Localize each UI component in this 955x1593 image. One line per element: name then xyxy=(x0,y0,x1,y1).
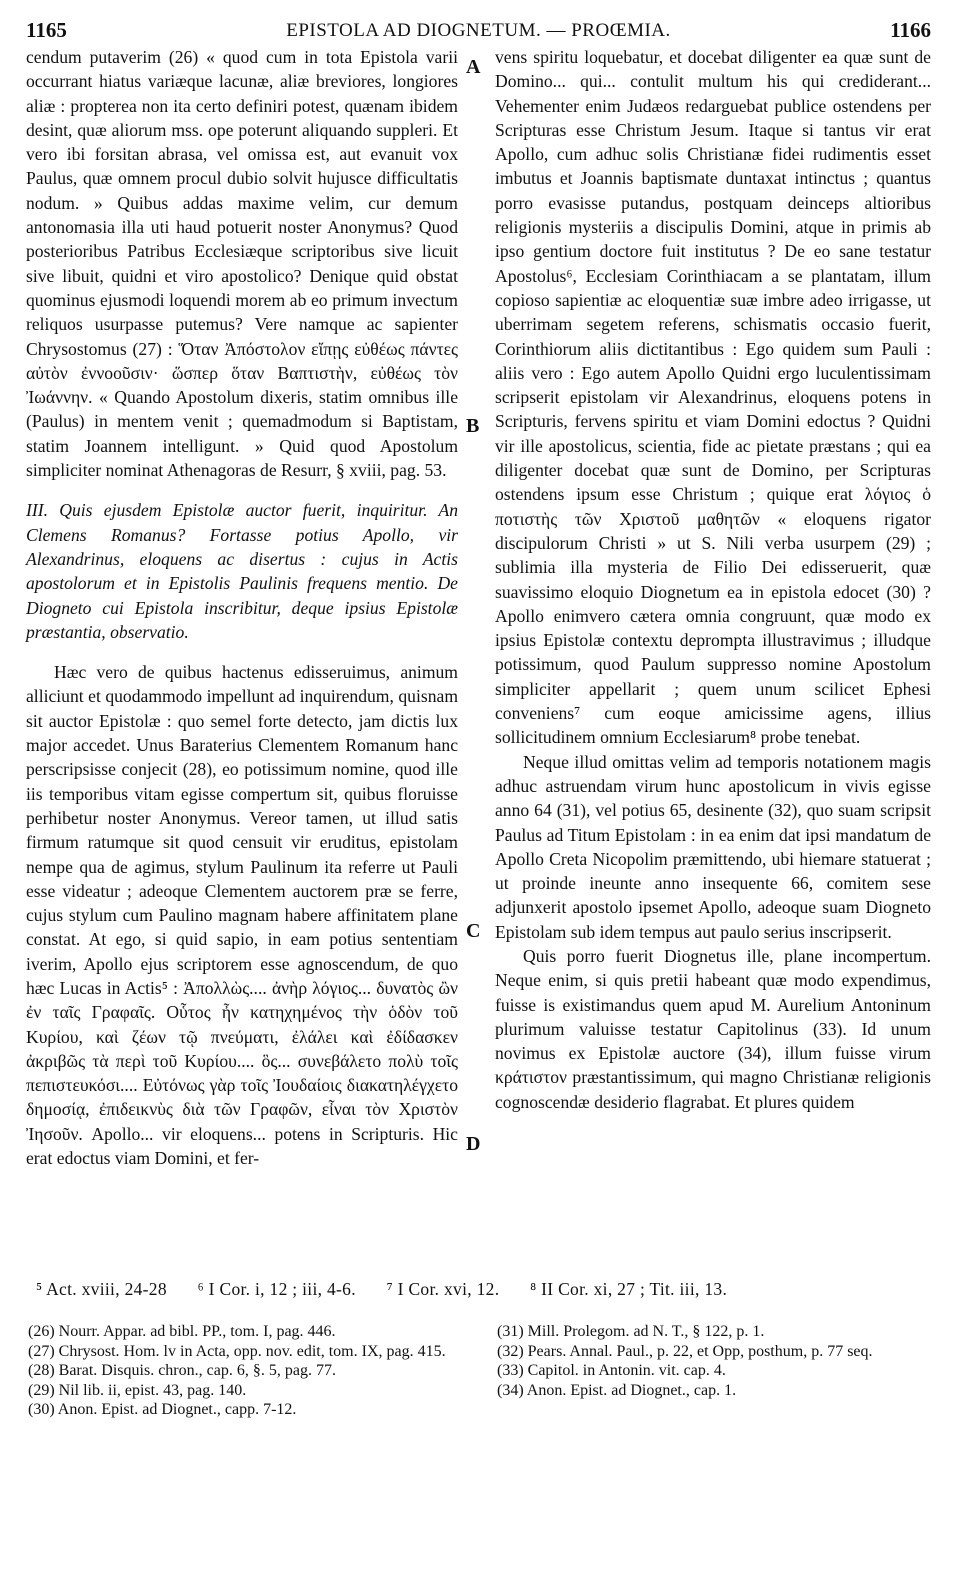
biblical-ref: ⁸ II Cor. xi, 27 ; Tit. iii, 13. xyxy=(530,1279,728,1299)
right-paragraph-1: vens spiritu loquebatur, et docebat diligenter ea quæ sunt de Domino... qui... contulit multum his qui crediderant... Vehementer enim Judæos redarguebat publice ostendens per Scripturas esse Christum Jesum. Itaque si tantus vir erat Apollo, cum adhuc solis Christianæ fidei rudimentis esset imbutus et Joannis baptismate duntaxat intinctus ; quantus porro evasisse putandus, postquam deinceps altioribus religionis mysteriis a discipulis Domini, atque in primis ab ipso gentium doctore fuit institutus ? De eo sane testatur Apostolus⁶, Ecclesiam Corinthiacam a se plantatam, illum copioso sapientiæ ac eloquentiæ suæ imbre adeo irrigasse, ut uberrimam segetem referens, schismatis occasio fuerit, Corinthiorum aliis dictitantibus : Ego quidem sum Pauli : aliis vero : Ego autem Apollo Quidni ergo luculentissimam scripserit epistolam vir Alexandrinus, eloquens potens in Scripturis, fervens spiritu et viam Domini edoctus ? Quidni vir ille apostolicus, scientia, fide ac pietate præstans ; qui ea diligenter docebat quæ sunt de Domino, per Scripturas ostendens ipsum esse Christum ; quique erat λόγιος ὁ ποτιστὴς τῶν Χριστοῦ μαθητῶν « eloquens rigator discipulorum Christi » ut S. Nili verba usurpem (29) ; sublimia illa mysteria de Filio Dei edisseruerit, quæ suavissimo eloquio Diognetum ea in epistola edocet (30) ? Apollo enimvero cætera omnia congruunt, quæ modo ex ipsius Epistolæ contextu deprompta illustravimus ; illudque potissimum, quod Paulum suppresso nomine Apostolum simpliciter appellarit ; quem unum scilicet Ephesi conveniens⁷ cum eoque amicissime agens, illius sollicitudinem omnium Ecclesiarum⁸ probe tenebat. xyxy=(495,47,931,748)
footnote: (31) Mill. Prolegom. ad N. T., § 122, p. 1. xyxy=(497,1323,765,1340)
footnotes-right xyxy=(497,1322,927,1400)
footnote: (27) Chrysost. Hom. lv in Acta, opp. nov. edit, tom. IX, pag. 415. xyxy=(28,1342,446,1360)
left-paragraph-1: cendum putaverim (26) « quod cum in tota Epistola varii occurrant hiatus variæque lacunæ, aliæ breviores, longiores aliæ : propterea non ita certo definiri potest, quænam ibidem desint, quæ aliorum mss. ope poterunt aliquando suppleri. Et vero ibi forsitan abrasa, vel omissa est, aut evanuit vox Paulus, quæ omnem procul dubio solvit hujusce difficultatis nodum. » Quibus addas maxime velim, cur demum antonomasia illa uti haud potuerit noster Anonymus? Quod posterioribus Patribus Ecclesiæque scriptoribus sive licuit sive libuit, quidni et viro apostolico? Denique quid obstat quominus ejusmodi loquendi morem ab eo primum invectum reliquos usurpasse putemus? Vere namque ac sapienter Chrysostomus (27) : Ὅταν Ἀπόστολον εἴπῃς εὐθέως πάντες αὐτὸν ἐννοοῦσιν· ὥσπερ ὅταν Βαπτιστὴν, εὐθέως τὸν Ἰωάννην. « Quando Apostolum dixeris, statim omnibus ille (Paulus) in mentem venit ; quemadmodum si Baptistam, statim Joannem intelligunt. » Quid quod Apostolum simpliciter nominat Athenagoras de Resurr, § xviii, pag. 53. xyxy=(26,47,458,481)
running-title: EPISTOLA AD DIOGNETUM. — PROŒMIA. xyxy=(286,20,671,41)
footnote: (28) Barat. Disquis. chron., cap. 6, §. 5, pag. 77. xyxy=(28,1362,336,1379)
right-column xyxy=(495,45,931,1114)
footnote: (30) Anon. Epist. ad Diognet., capp. 7-12. xyxy=(28,1401,297,1418)
left-paragraph-2: Hæc vero de quibus hactenus edisseruimus, animum alliciunt et quodammodo impellunt ad inquirendum, quisnam sit auctor Epistolæ : quo semel forte detecto, jam dictis lux major accedet. Unus Baraterius Clementem Romanum hanc perscripsisse conjecit (28), eo potissimum nomine, quod ille iis temporibus vitam egisse compertum sit, quibus floruisse perhibetur noster Anonymus. Vereor tamen, ut illud satis firmum ratumque sit quod censuit vir eruditus, epistolam nempe qua de agimus, stylum Paulinum ita referre ut Pauli esse videatur ; adeoque Clementem auctorem præ se ferre, cujus stylum cum Paulino magnam habere affinitatem plane constat. At ego, si quid sapio, in eam potius sententiam iverim, Apollo ejus scriptorem esse agnoscendum, de quo hæc Lucas in Actis⁵ : Ἀπολλὼς.... ἀνὴρ λόγιος... δυνατὸς ὢν ἐν ταῖς Γραφαῖς. Οὗτος ἦν κατηχημένος τὴν ὁδὸν τοῦ Κυρίου, καὶ ζέων τῷ πνεύματι, ἐλάλει καὶ ἐδίδασκεν ἀκριβῶς τὰ περὶ τοῦ Κυρίου.... ὃς... συνεβάλετο πολὺ τοῖς πεπιστευκόσι.... Εὐτόνως γὰρ τοῖς Ἰουδαίοις διακατηλέγχετο δημοσίᾳ, ἐπιδεικνὺς διὰ τῶν Γραφῶν, εἶναι τὸν Χριστὸν Ἰησοῦν. Apollo... vir eloquens... potens in Scripturis. Hic erat edoctus viam Domini, et fer- xyxy=(26,662,458,1169)
page-number-right: 1166 xyxy=(890,18,931,42)
right-paragraph-3: Quis porro fuerit Diognetus ille, plane incompertum. Neque enim, si quis pretii habeant quæ modo expendimus, fuisse is existimandus quem apud M. Aurelium Antoninum plurimum valuisse testatur Capitolinus (33). Id unum novimus ex Epistolæ auctore (34), illum fuisse virum κράτιστον præstantissimum, qui magno Christianæ religionis cognoscendæ desiderio flagrabat. Et plures quidem xyxy=(495,945,931,1112)
footnote: (26) Nourr. Appar. ad bibl. PP., tom. I, pag. 446. xyxy=(28,1323,336,1340)
right-paragraph-2: Neque illud omittas velim ad temporis notationem magis adhuc astruendam virum hunc apostolicum in vivis egisse anno 64 (31), vel potius 65, desinente (32), quo suam scripsit Paulus ad Titum Epistolam : in ea enim dat ipsi mandatum de Apollo Creta Nicopolim præmittendo, ubi hiemare statuerat ; ut proinde ineunte anno insequente 66, comitem sese adjunxerit apostolo ipsemet Apollo, adeoque suam Diogneto Epistolam sub idem tempus aut paulo serius inscripserit. xyxy=(495,751,931,942)
footnote: (32) Pears. Annal. Paul., p. 22, et Opp, posthum, p. 77 seq. xyxy=(497,1342,873,1360)
footnote: (29) Nil lib. ii, epist. 43, pag. 140. xyxy=(28,1381,247,1399)
left-column xyxy=(26,45,458,1170)
page-header xyxy=(26,18,931,44)
footnote: (33) Capitol. in Antonin. vit. cap. 4. xyxy=(497,1362,726,1379)
margin-marker-b: B xyxy=(466,415,480,437)
page-number-left: 1165 xyxy=(26,18,67,42)
margin-marker-d: D xyxy=(466,1133,481,1155)
footnote: (34) Anon. Epist. ad Diognet., cap. 1. xyxy=(497,1381,737,1399)
margin-marker-c: C xyxy=(466,920,481,942)
biblical-ref: ⁷ I Cor. xvi, 12. xyxy=(386,1279,500,1299)
biblical-ref: ⁵ Act. xviii, 24-28 xyxy=(36,1279,167,1299)
biblical-ref: ⁶ I Cor. i, 12 ; iii, 4-6. xyxy=(197,1279,356,1299)
section-heading: III. Quis ejusdem Epistolæ auctor fuerit, inquiritur. An Clemens Romanus? Fortasse potius Apollo, vir Alexandrinus, eloquens ac disertus : cujus in Actis apostolorum et in Epistolis Paulinis frequens mentio. De Diogneto cui Epistola inscribitur, deque ipsius Epistolæ præstantia, observatio. xyxy=(26,500,458,642)
margin-marker-a: A xyxy=(466,56,481,78)
biblical-references xyxy=(36,1279,926,1300)
footnotes-left xyxy=(28,1322,458,1420)
